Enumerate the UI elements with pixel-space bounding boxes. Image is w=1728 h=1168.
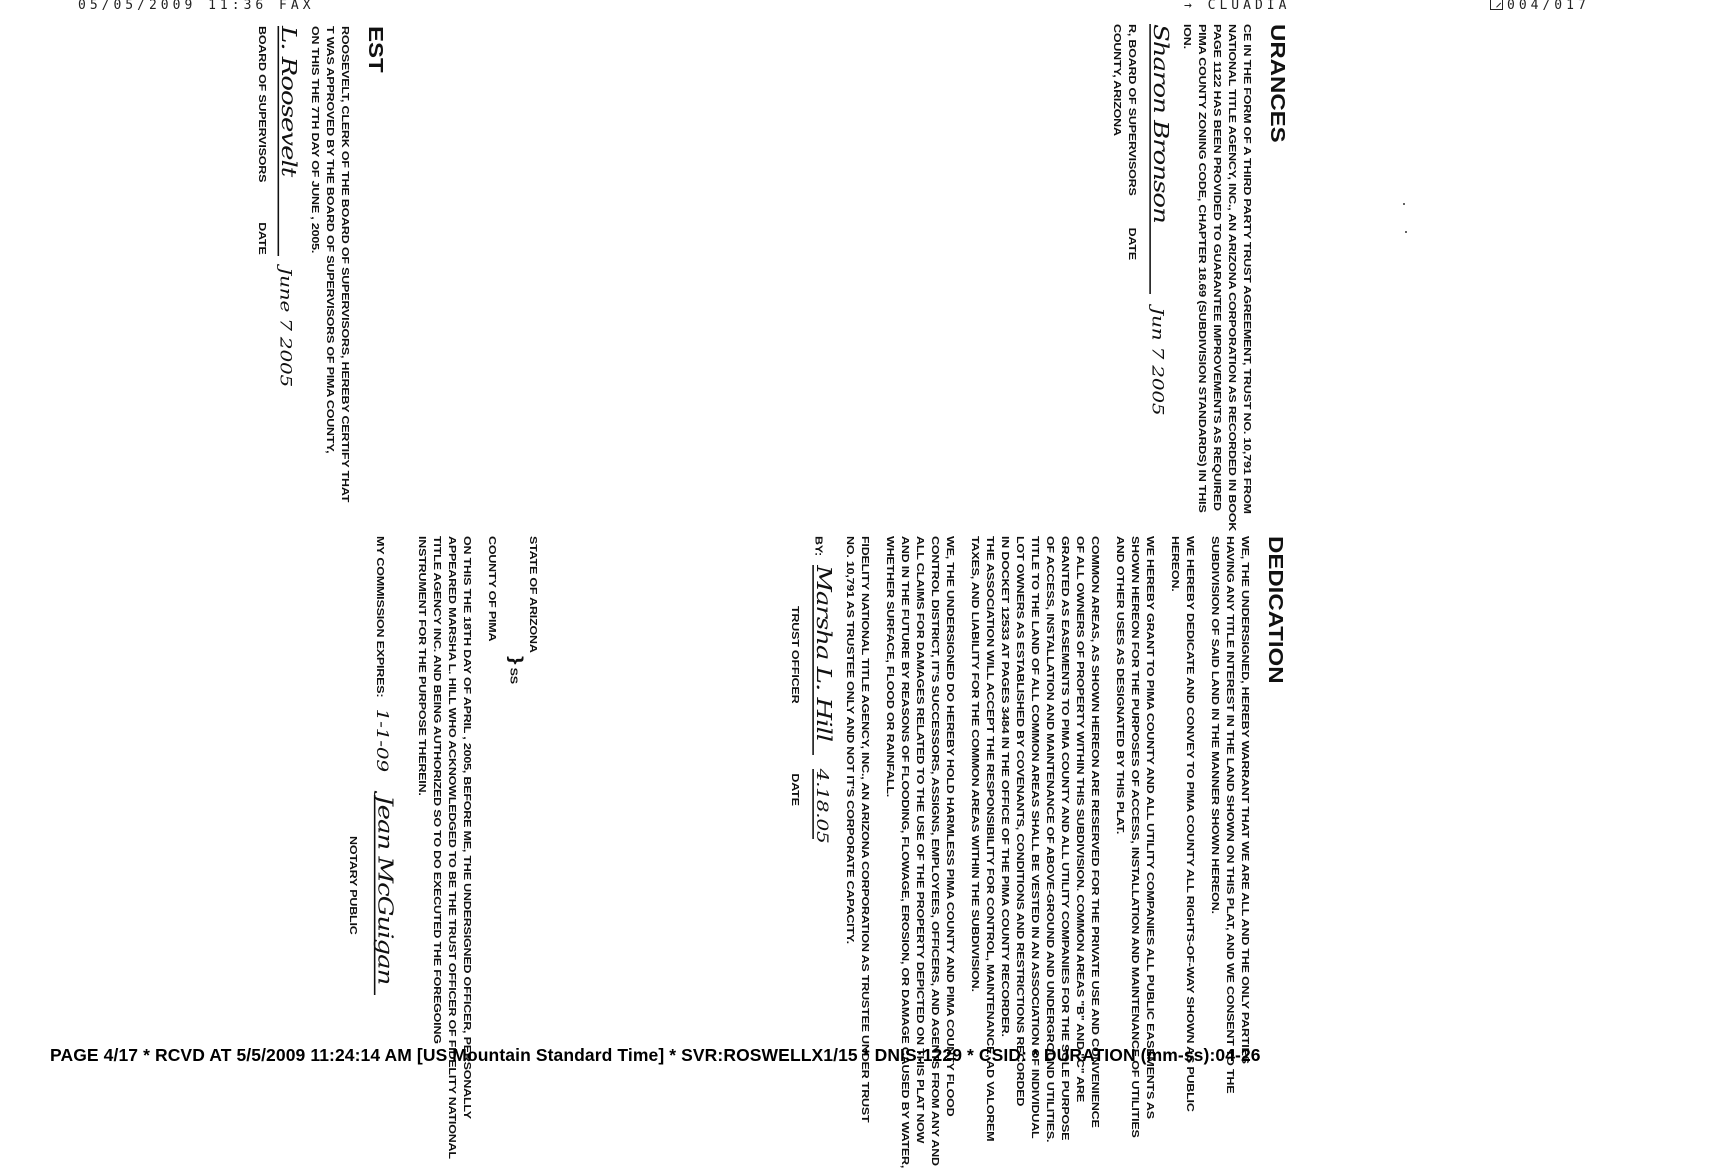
speck: [1405, 231, 1407, 233]
dedication-line: WE, THE UNDERSIGNED, HEREBY WARRANT THAT WE ARE ALL AND THE ONLY PARTIES: [1239, 536, 1251, 1064]
fax-page-count: 004/017: [1507, 0, 1590, 13]
dedication-line: GRANTED AS EASEMENTS TO PIMA COUNTY AND ALL UTILITY COMPANIES FOR THE SOLE PURPOSE: [1059, 536, 1071, 1141]
attest-line: ROOSEVELT, CLERK OF THE BOARD OF SUPERVISORS, HEREBY CERTIFY THAT: [339, 26, 351, 503]
attest-line: T WAS APPROVED BY THE BOARD OF SUPERVISORS OF PIMA COUNTY,: [324, 26, 336, 454]
dedication-line: COMMON AREAS, AS SHOWN HEREON ARE RESERVED FOR THE PRIVATE USE AND CONVENIENCE: [1089, 536, 1101, 1128]
dedication-line: HEREON.: [1169, 536, 1181, 592]
assurances-signature-row: [1142, 24, 1172, 531]
notary-line: APPEARED MARSHA L. HILL WHO ACKNOWLEDGED TO BE THE TRUST OFFICER OF FIDELITY NATIONAL: [446, 536, 458, 1159]
notary-line: TITLE AGENCY INC. AND BEING AUTHORIZED SO TO DO EXECUTED THE FOREGOING: [431, 536, 443, 1044]
dedication-line: AND IN THE FUTURE BY REASONS OF FLOODING, FLOWAGE, EROSION, OR DAMAGE CAUSED BY WATER,: [899, 536, 911, 1168]
dedication-line: HAVING ANY TITLE INTEREST IN THE LAND SHOWN ON THIS PLAT, AND WE CONSENT TO THE: [1224, 536, 1236, 1094]
assurances-sig-caption-2: COUNTY, ARIZONA: [1111, 24, 1123, 136]
assurances-line: CE IN THE FORM OF A THIRD PARTY TRUST AGREEMENT, TRUST NO. 10,791 FROM: [1241, 24, 1253, 514]
assurances-line: PAGE 1122 HAS BEEN PROVIDED TO GUARANTEE IMPROVEMENTS AS REQUIRED: [1211, 24, 1223, 511]
dedication-trust-officer: TRUST OFFICER: [789, 606, 801, 704]
fax-page-counter: [1490, 0, 1590, 13]
fax-datetime: 05/05/2009 11:36 FAX: [78, 0, 315, 13]
dedication-line: NO. 10,791 AS TRUSTEE ONLY AND NOT IT'S CORPORATE CAPACITY.: [844, 536, 856, 944]
dedication-line: TITLE TO THE LAND OF ALL COMMON AREAS SHALL BE VESTED IN AN ASSOCIATION OF INDIVIDUAL: [1029, 536, 1041, 1139]
dedication-line: CONTROL DISTRICT, IT'S SUCCESSORS, ASSIGNS, EMPLOYEES, OFFICERS, AND AGENTS FROM ANY AND: [929, 536, 941, 1166]
assurances-date-label: DATE: [1126, 227, 1138, 260]
notary-state: STATE OF ARIZONA: [527, 536, 539, 653]
dedication-signature: Marsha L. Hill: [811, 565, 835, 742]
notary-line: INSTRUMENT FOR THE PURPOSE THEREIN.: [416, 536, 428, 796]
dedication-signature-row: [805, 536, 835, 1168]
dedication-by-label: BY:: [813, 536, 825, 556]
dedication-line: IN DOCKET 12533 AT PAGES 3484 IN THE OFFICE OF THE PIMA COUNTY RECORDER.: [999, 536, 1011, 1037]
attest-sig-caption-1: BOARD OF SUPERVISORS: [256, 26, 268, 183]
attest-heading: EST: [363, 26, 387, 73]
attest-signature-row: [272, 26, 301, 502]
assurances-block: [1109, 24, 1290, 531]
dedication-line: OF ACCESS, INSTALLATION AND MAINTENANCE OF ABOVE-GROUND AND UNDERGROUND UTILITIES.: [1044, 536, 1056, 1143]
dedication-line: AND OTHER USES AS DESIGNATED BY THIS PLAT.: [1114, 536, 1126, 835]
dedication-line: WE HEREBY DEDICATE AND CONVEY TO PIMA COUNTY ALL RIGHTS-OF-WAY SHOWN AS PUBLIC: [1184, 536, 1196, 1112]
attest-sig-caption: [256, 26, 268, 502]
dedication-line: SHOWN HEREON FOR THE PURPOSES OF ACCESS, INSTALLATION AND MAINTENANCE OF UTILITIES: [1129, 536, 1141, 1138]
fax-sender: → CLUADIA: [1184, 0, 1291, 13]
attest-signature-date: June 7 2005: [276, 267, 296, 388]
assurances-line: NATIONAL TITLE AGENCY, INC., AN ARIZONA CORPORATION AS RECORDED IN BOOK: [1226, 24, 1238, 532]
notary-expires-value: 1-1-09: [373, 708, 392, 772]
attest-block: [254, 26, 388, 502]
notary-public-label: NOTARY PUBLIC: [347, 836, 359, 935]
dedication-line: WE, THE UNDERSIGNED DO HEREBY HOLD HARMLESS PIMA COUNTY AND PIMA COUNTY FLOOD: [944, 536, 956, 1117]
notary-expires-label: MY COMMISSION EXPIRES:: [374, 536, 386, 698]
dedication-line: OF ALL OWNERS OF PROPERTY WITHIN THIS SUBDIVISION. COMMON AREAS "B" AND "C" ARE: [1074, 536, 1086, 1103]
speck: [1403, 203, 1405, 205]
notary-ss: SS: [508, 667, 520, 684]
attest-signature: L. Roosevelt: [276, 26, 301, 177]
dedication-line: SUBDIVISION OF SAID LAND IN THE MANNER SHOWN HEREON.: [1209, 536, 1221, 914]
dedication-date-label: DATE: [789, 773, 801, 806]
dedication-line: TAXES, AND LIABILITY FOR THE COMMON AREAS WITHIN THE SUBDIVISION.: [969, 536, 981, 992]
dedication-line: THE ASSOCIATION WILL ACCEPT THE RESPONSIBILITY FOR CONTROL, MAINTENANCE, AD VALOREM: [984, 536, 996, 1142]
attest-date-label: DATE: [256, 222, 268, 255]
assurances-sig-caption-1: R, BOARD OF SUPERVISORS: [1126, 24, 1138, 196]
dedication-line: WE HEREBY GRANT TO PIMA COUNTY AND ALL UTILITY COMPANIES ALL PUBLIC EASEMENTS AS: [1144, 536, 1156, 1119]
dedication-signature-date: 4.18.05: [813, 768, 832, 844]
assurances-signature-date: Jun 7 2005: [1148, 307, 1168, 416]
fax-footer: PAGE 4/17 * RCVD AT 5/5/2009 11:24:14 AM [US Mountain Standard Time] * SVR:ROSWELLX1/15 * DNIS:1229 * CSID: * DURATION (mm-ss):04-26: [50, 1045, 1261, 1065]
fax-checkbox-icon: [1490, 0, 1503, 10]
notary-signature: Jean McGuigan: [373, 795, 397, 985]
assurances-sig-caption: [1126, 24, 1138, 531]
notary-ss-row: } SS: [506, 656, 527, 684]
dedication-line: LOT OWNERS AS ESTABLISHED BY COVENANTS, CONDITIONS AND RESTRICTIONS RECORDED: [1014, 536, 1026, 1107]
dedication-line: ALL CLAIMS FOR DAMAGES RELATED TO THE USE OF THE PROPERTY DEPICTED ON THIS PLAT NOW: [914, 536, 926, 1144]
dedication-heading: DEDICATION: [1263, 536, 1287, 684]
notary-county: COUNTY OF PIMA: [486, 536, 498, 642]
assurances-line: PIMA COUNTY ZONING CODE, CHAPTER 18.69 (SUBDIVISION STANDARDS) IN THIS: [1196, 24, 1208, 513]
dedication-block: [787, 536, 1288, 1168]
notary-line: ON THIS THE 18TH DAY OF APRIL , 2005, BEFORE ME, THE UNDERSIGNED OFFICER, PERSONALLY: [461, 536, 473, 1119]
dedication-sig-caption: [789, 536, 801, 1168]
assurances-heading: URANCES: [1265, 24, 1289, 143]
dedication-line: FIDELITY NATIONAL TITLE AGENCY, INC., AN ARIZONA CORPORATION AS TRUSTEE UNDER TRUST: [859, 536, 871, 1123]
dedication-line: WHETHER SURFACE, FLOOD OR RAINFALL.: [884, 536, 896, 798]
fax-header: [0, 0, 1728, 14]
assurances-line: ION.: [1181, 24, 1193, 49]
attest-line: ON THIS THE 7TH DAY OF JUNE , 2005.: [309, 26, 321, 254]
assurances-signature: Sharon Bronson: [1148, 24, 1172, 223]
